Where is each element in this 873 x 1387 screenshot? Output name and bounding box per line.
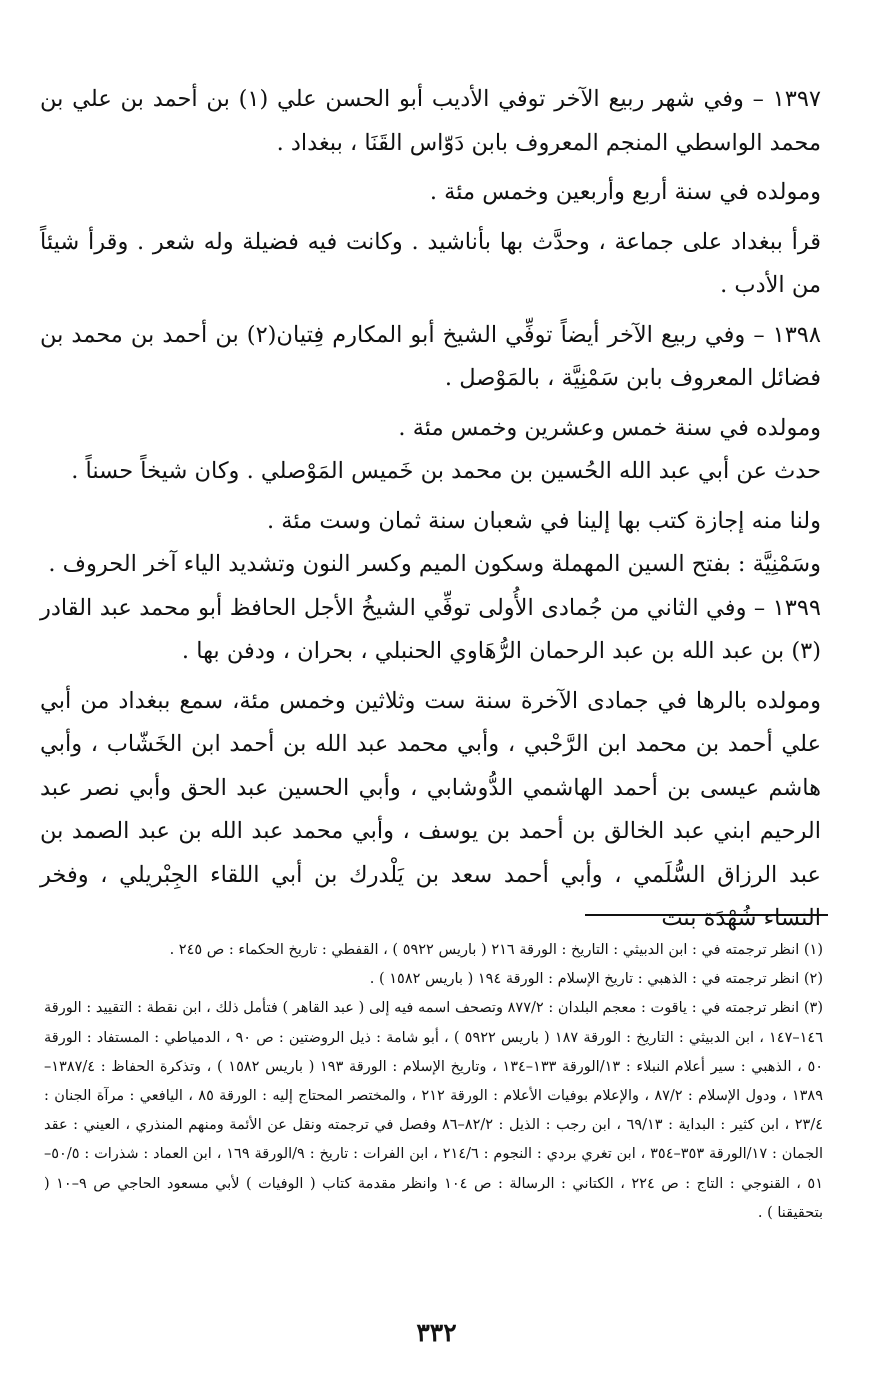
entry-1398-ijaza: ولنا منه إجازة كتب بها إلينا في شعبان سنة ثمان وست مئة . bbox=[267, 507, 821, 534]
entry-1397-birth: ومولده في سنة أربع وأربعين وخمس مئة . bbox=[429, 179, 821, 205]
main-text bbox=[40, 78, 821, 941]
entry-1399: ١٣٩٩ – وفي الثاني من جُمادى الأُولى توفِّي الشيخُ الأجل الحافظ أبو محمد عبد القادر (٣) بن عبد الله بن عبد الرحمان الرُّهَاوي الحنبلي ، بحران ، ودفن بها . bbox=[40, 594, 821, 664]
entry-1398-vocalization: وسَمْنِيَّة : بفتح السين المهملة وسكون الميم وكسر النون وتشديد الياء آخر الحروف . bbox=[48, 551, 821, 577]
entry-1398: ١٣٩٨ – وفي ربيع الآخر أيضاً توفِّي الشيخ أبو المكارم فِتيان(٢) بن أحمد بن محمد بن فضائل المعروف بابن سَمْنِيَّة ، بالمَوْصل . bbox=[40, 321, 821, 391]
entry-1397-details: قرأ ببغداد على جماعة ، وحدَّث بها بأناشيد . وكانت فيه فضيلة وله شعر . وقرأ شيئاً من الأدب . bbox=[40, 228, 821, 298]
footnotes bbox=[44, 936, 823, 1228]
footnote-1: (١) انظر ترجمته في : ابن الدبيثي : التاريخ : الورقة ٢١٦ ( باريس ٥٩٢٢ ) ، القفطي : تاريخ الحكماء : ص ٢٤٥ . bbox=[169, 942, 823, 958]
entry-1397: ١٣٩٧ – وفي شهر ربيع الآخر توفي الأديب أبو الحسن علي (١) بن أحمد بن علي بن محمد الواسطي المنجم المعروف بابن دَوّاس القَنَا ، ببغداد . bbox=[40, 86, 821, 156]
entry-1399-birth-and-teachers: ومولده بالرها في جمادى الآخرة سنة ست وثلاثين وخمس مئة، سمع ببغداد من أبي علي أحمد بن محمد ابن الرَّحْبي ، وأبي محمد عبد الله بن أحمد ابن الخَشّاب ، وأبي هاشم عيسى بن أحمد الهاشمي الدُّوشابي ، وأبي الحسين عبد الحق وأبي نصر عبد الرحيم ابني عبد الخالق بن أحمد بن يوسف ، وأبي محمد عبد الله بن عبد الصمد بن عبد الرزاق السُّلَمي ، وأبي أحمد سعد بن يَلْدرك بن أبي اللقاء الجِبْريلي ، وفخر النساء شُهْدَة بنت bbox=[40, 687, 821, 931]
entry-1398-hadith: حدث عن أبي عبد الله الحُسين بن محمد بن خَميس المَوْصلي . وكان شيخاً حسناً . bbox=[71, 458, 821, 484]
footnote-3: (٣) انظر ترجمته في : ياقوت : معجم البلدان : ٨٧٧/٢ وتصحف اسمه فيه إلى ( عبد القاهر ) فتأمل ذلك ، ابن نقطة : التقييد : الورقة ١٤٦–١٤٧ ، ابن الدبيثي : التاريخ : الورقة ١٨٧ ( باريس ٥٩٢٢ ) ، أبو شامة : ذيل الروضتين : ص ٩٠ ، الدمياطي : المستفاد : الورقة ٥٠ ، الذهبي : سير أعلام النبلاء : ١٣/الورقة ١٣٣–١٣٤ ، وتاريخ الإسلام : الورقة ١٩٣ ( باريس ١٥٨٢ ) ، وتذكرة الحفاظ : ١٣٨٧/٤–١٣٨٩ ، ودول الإسلام : ٨٧/٢ ، والإعلام بوفيات الأعلام : الورقة ٢١٢ ، والمختصر المحتاج إليه : الورقة ٨٥ ، اليافعي : مرآة الجنان : ٢٣/٤ ، ابن كثير : البداية : ٦٩/١٣ ، ابن رجب : الذيل : ٨٢/٢–٨٦ وفصل في ترجمته ونقل عن الأئمة ومنهم المنذري ، العيني : عقد الجمان : ١٧/الورقة ٣٥٣–٣٥٤ ، ابن تغري بردي : النجوم : ٢١٤/٦ ، ابن الفرات : تاريخ : ٩/الورقة ١٦٩ ، ابن العماد : شذرات : ٥٠/٥–٥١ ، القنوجي : التاج : ص ٢٢٤ ، الكتاني : الرسالة : ص ١٠٤ وانظر مقدمة كتاب ( الوفيات ) لأبي مسعود الحاجي ص ٩–١٠ ( بتحقيقنا ) . bbox=[44, 1000, 824, 1221]
footnote-separator bbox=[585, 914, 828, 916]
page-number: ٣٣٢ bbox=[416, 1318, 457, 1347]
footnote-2: (٢) انظر ترجمته في : الذهبي : تاريخ الإسلام : الورقة ١٩٤ ( باريس ١٥٨٢ ) . bbox=[369, 971, 823, 988]
entry-1398-birth: ومولده في سنة خمس وعشرين وخمس مئة . bbox=[398, 414, 821, 441]
